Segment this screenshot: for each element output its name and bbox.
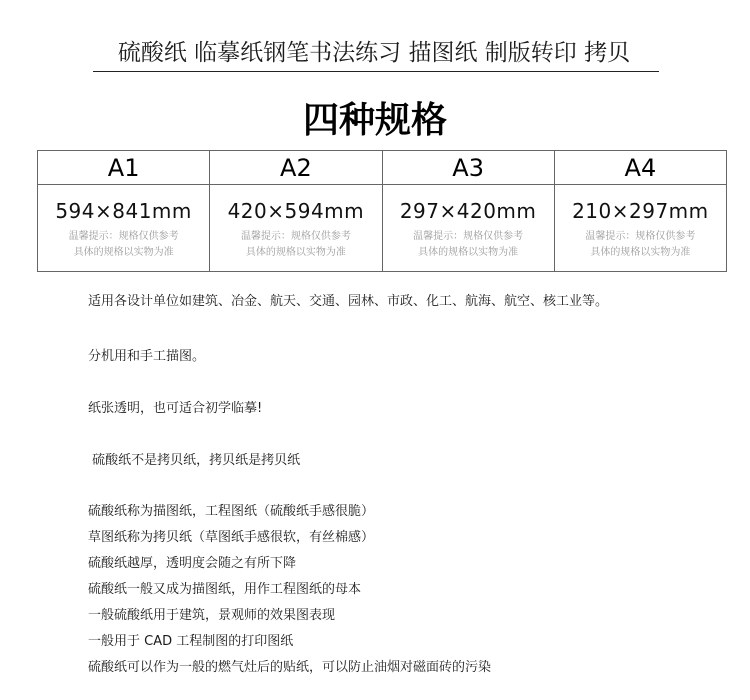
spec-header-a4: A4 — [554, 151, 726, 185]
note-line: 温馨提示：规格仅供参考 — [413, 231, 524, 242]
size-value: 420×594mm — [227, 199, 365, 223]
spec-header-a3: A3 — [382, 151, 554, 185]
detail-line: 硫酸纸可以作为一般的燃气灶后的贴纸，可以防止油烟对磁面砖的污染 — [88, 660, 492, 675]
note-line: 具体的规格以实物为准 — [590, 247, 691, 258]
title-underline — [93, 71, 659, 72]
detail-line: 一般硫酸纸用于建筑，景观师的效果图表现 — [88, 608, 336, 623]
note-line: 具体的规格以实物为准 — [73, 247, 174, 258]
transparency-paragraph: 纸张透明，也可适合初学临摹! — [88, 401, 263, 416]
detail-line: 一般用于 CAD 工程制图的打印图纸 — [88, 634, 294, 649]
size-value: 210×297mm — [572, 199, 709, 223]
spec-table — [37, 150, 727, 272]
spec-header-row — [38, 151, 727, 185]
size-note — [555, 229, 726, 261]
detail-line: 硫酸纸一般又成为描图纸，用作工程图纸的母本 — [88, 582, 362, 597]
size-value: 297×420mm — [399, 199, 537, 223]
detail-line: 草图纸称为拷贝纸（草图纸手感很软，有丝棉感） — [88, 530, 375, 545]
note-line: 温馨提示：规格仅供参考 — [240, 231, 351, 242]
spec-cell-a3 — [382, 185, 554, 272]
spec-cell-a4 — [554, 185, 726, 272]
distinction-paragraph: 硫酸纸不是拷贝纸，拷贝纸是拷贝纸 — [88, 453, 301, 468]
page-title: 硫酸纸 临摹纸钢笔书法练习 描图纸 制版转印 拷贝 — [117, 40, 631, 66]
spec-header-a2: A2 — [210, 151, 382, 185]
note-line: 具体的规格以实物为准 — [418, 247, 519, 258]
size-note — [38, 229, 209, 261]
size-value: 594×841mm — [55, 199, 192, 223]
note-line: 温馨提示：规格仅供参考 — [585, 231, 696, 242]
detail-line: 硫酸纸越厚，透明度会随之有所下降 — [88, 556, 297, 571]
spec-cell-a1 — [38, 185, 210, 272]
spec-body-row — [38, 185, 727, 272]
method-paragraph: 分机用和手工描图。 — [88, 349, 206, 364]
detail-line: 硫酸纸称为描图纸，工程图纸（硫酸纸手感很脆） — [88, 504, 375, 519]
note-line: 温馨提示：规格仅供参考 — [68, 231, 179, 242]
size-note — [210, 229, 381, 261]
note-line: 具体的规格以实物为准 — [245, 247, 346, 258]
usage-paragraph: 适用各设计单位如建筑、冶金、航天、交通、园林、市政、化工、航海、航空、核工业等。 — [88, 294, 609, 309]
spec-header-a1: A1 — [38, 151, 210, 185]
size-note — [383, 229, 554, 261]
section-heading: 四种规格 — [302, 100, 447, 141]
spec-cell-a2 — [210, 185, 382, 272]
